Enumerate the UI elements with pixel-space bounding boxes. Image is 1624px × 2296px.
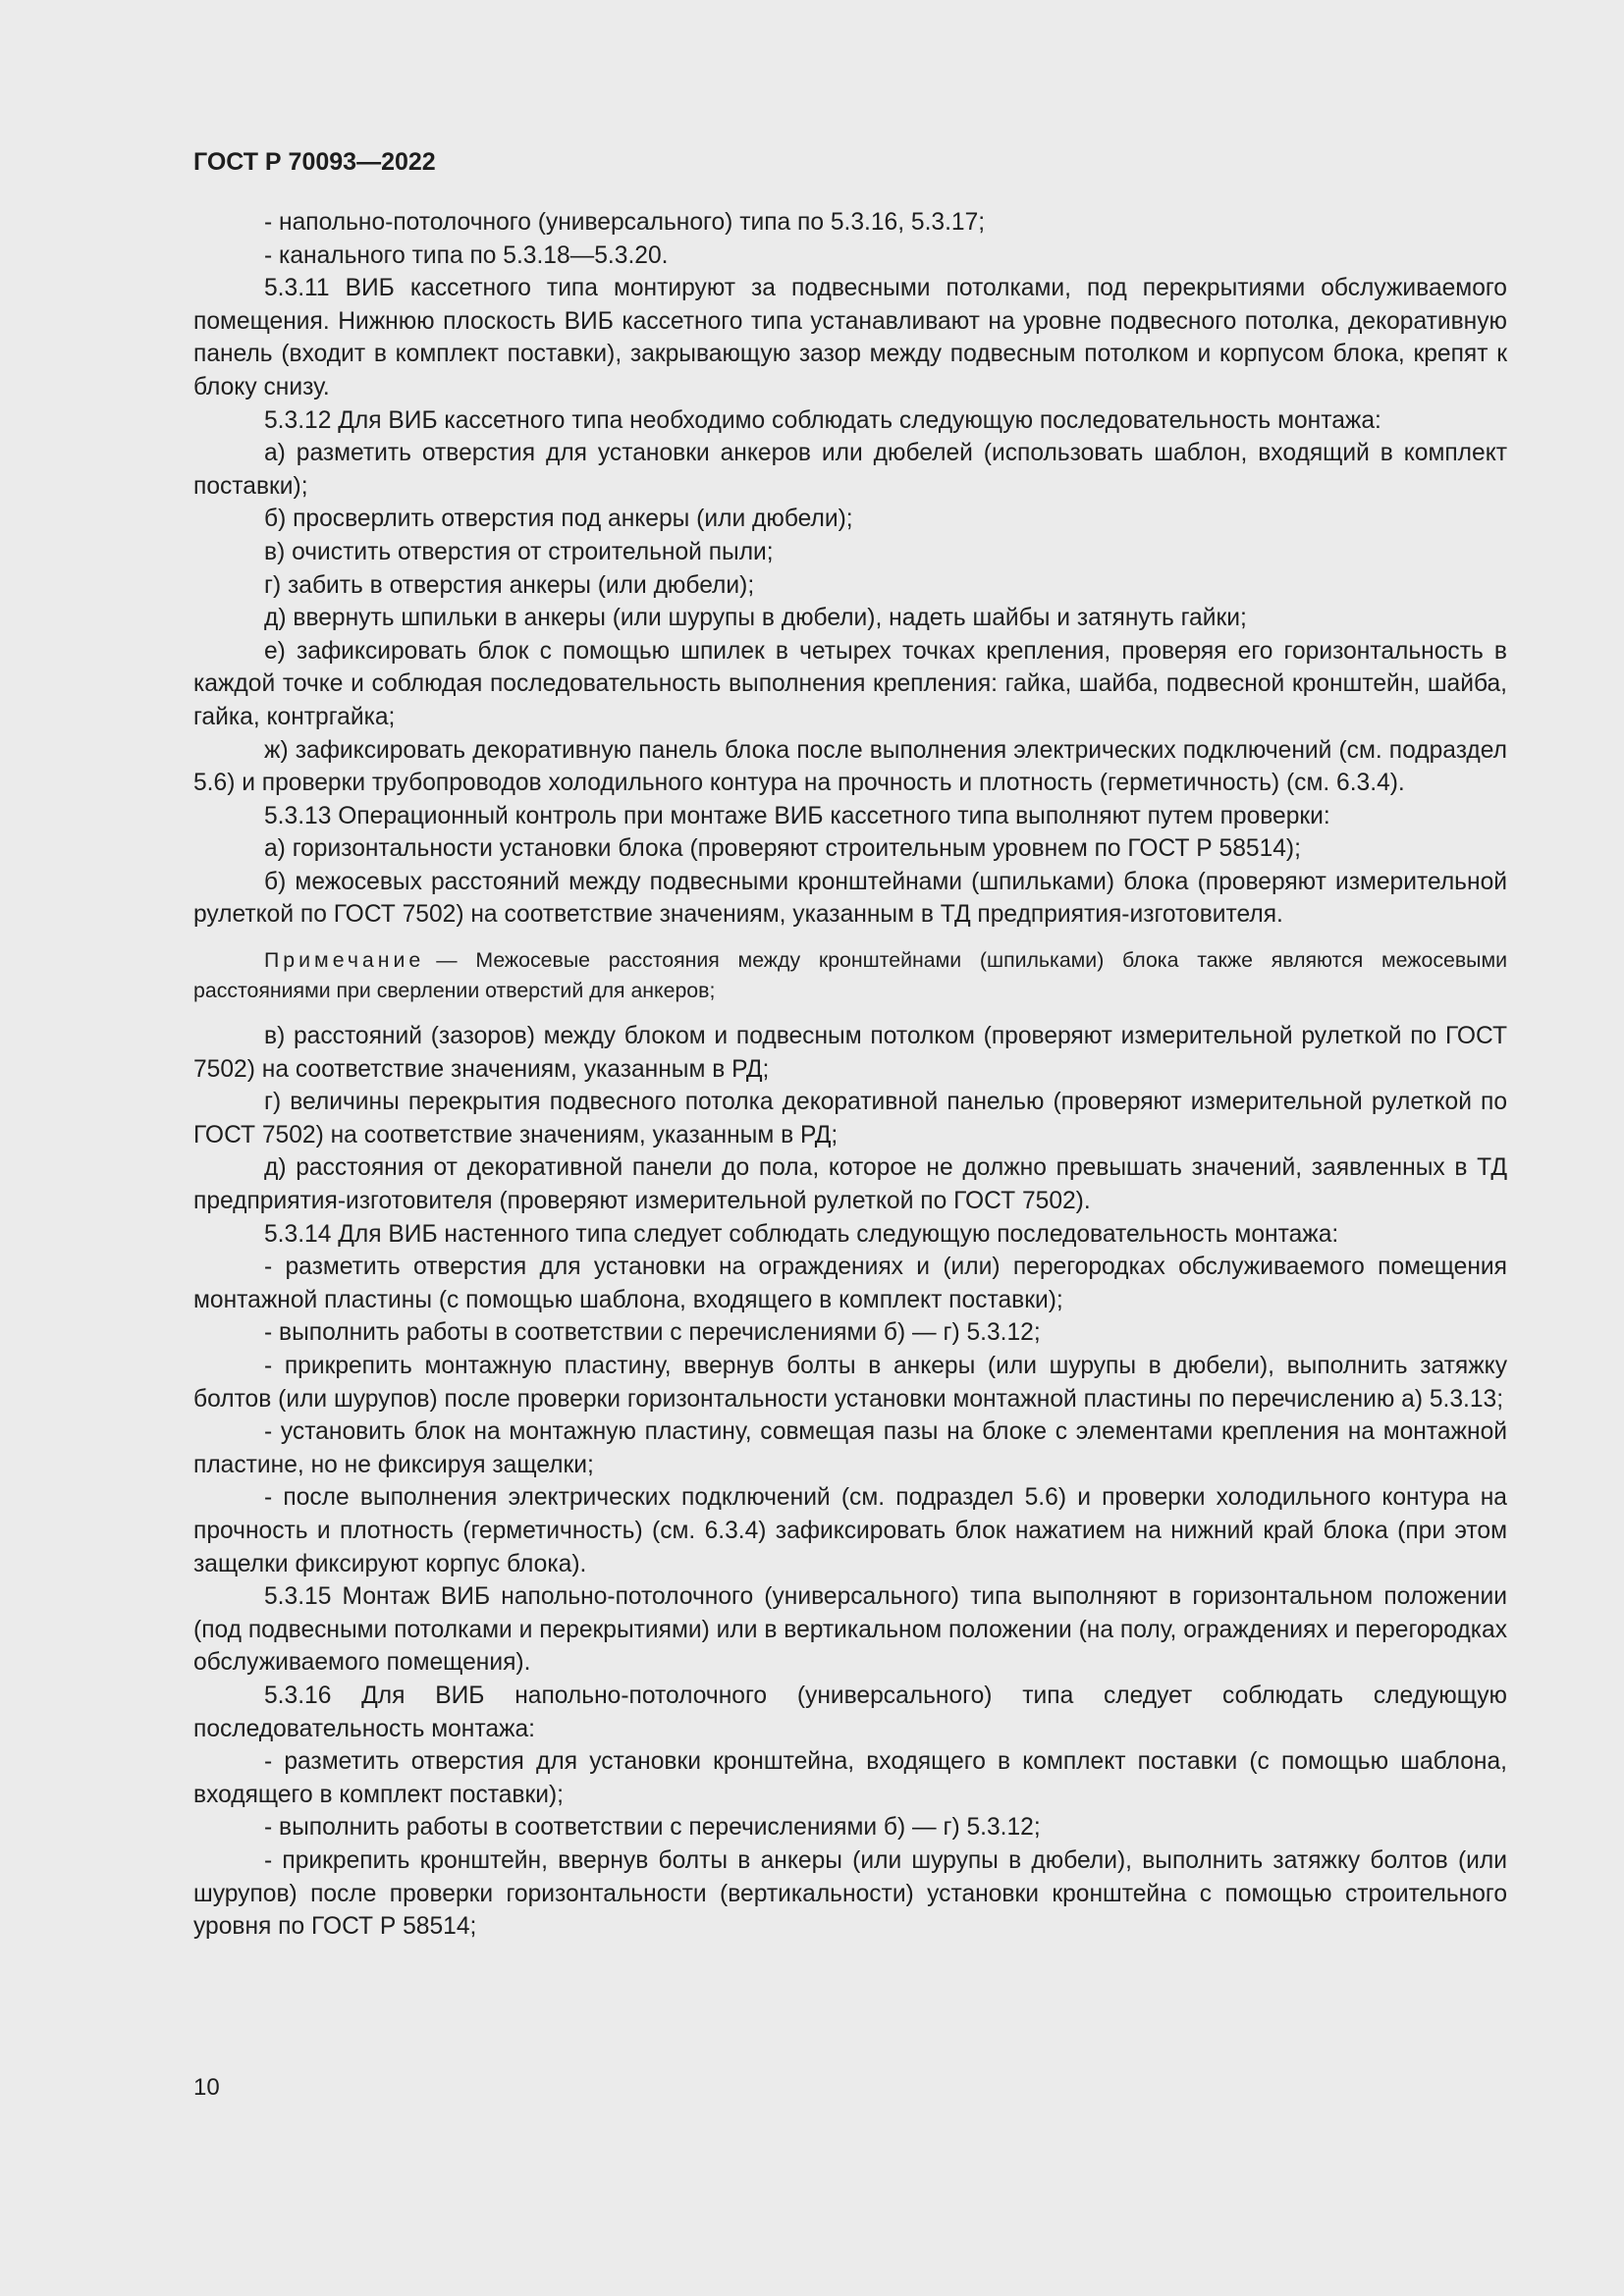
paragraph: - разметить отверстия для установки кронштейна, входящего в комплект поставки (с помощью шаблона, входящего в комплект поставки); bbox=[193, 1748, 1507, 1808]
paragraph: е) зафиксировать блок с помощью шпилек в четырех точках крепления, проверяя его горизонтальность в каждой точке и соблюдая последовательность выполнения крепления: гайка, шайба, подвесной кронштейн, шайба, гайка, контргайка; bbox=[193, 637, 1507, 730]
paragraph: д) расстояния от декоративной панели до пола, которое не должно превышать значений, заявленных в ТД предприятия-изготовителя (проверяют измерительной рулеткой по ГОСТ 7502). bbox=[193, 1154, 1507, 1215]
paragraph: - разметить отверстия для установки на ограждениях и (или) перегородках обслуживаемого помещения монтажной пластины (с помощью шаблона, входящего в комплект поставки); bbox=[193, 1254, 1507, 1313]
document-header: ГОСТ Р 70093—2022 bbox=[193, 148, 436, 176]
paragraph: - напольно-потолочного (универсального) типа по 5.3.16, 5.3.17; bbox=[264, 209, 986, 236]
body-text bbox=[193, 206, 1507, 1944]
paragraph: 5.3.12 Для ВИБ кассетного типа необходимо соблюдать следующую последовательность монтажа: bbox=[264, 406, 1381, 434]
paragraph: - после выполнения электрических подключений (см. подраздел 5.6) и проверки холодильного контура на прочность и плотность (герметичность) (см. 6.3.4) зафиксировать блок нажатием на нижний край блока (при этом защелки фиксируют корпус блока). bbox=[193, 1484, 1507, 1577]
note-text: — Межосевые расстояния между кронштейнами (шпильками) блока также являются межосевыми расстояниями при сверлении отверстий для анкеров; bbox=[193, 948, 1507, 1003]
paragraph: в) расстояний (зазоров) между блоком и подвесным потолком (проверяют измерительной рулеткой по ГОСТ 7502) на соответствие значениям, указанным в РД; bbox=[193, 1023, 1507, 1083]
paragraph: д) ввернуть шпильки в анкеры (или шурупы в дюбели), надеть шайбы и затянуть гайки; bbox=[264, 605, 1247, 632]
paragraph: - прикрепить монтажную пластину, ввернув болты в анкеры (или шурупы в дюбели), выполнить затяжку болтов (или шурупов) после проверки горизонтальности установки монтажной пластины по перечислению а) 5.3.13; bbox=[193, 1353, 1507, 1413]
paragraph: 5.3.14 Для ВИБ настенного типа следует соблюдать следующую последовательность монтажа: bbox=[264, 1220, 1339, 1248]
paragraph: 5.3.13 Операционный контроль при монтаже ВИБ кассетного типа выполняют путем проверки: bbox=[264, 802, 1330, 829]
note bbox=[193, 945, 1507, 1006]
paragraph: ж) зафиксировать декоративную панель блока после выполнения электрических подключений (см. подраздел 5.6) и проверки трубопроводов холодильного контура на прочность и плотность (герметичность) (см. 6.3.4). bbox=[193, 736, 1507, 797]
paragraph: 5.3.16 Для ВИБ напольно-потолочного (универсального) типа следует соблюдать следующую последовательность монтажа: bbox=[193, 1682, 1507, 1742]
page-number: 10 bbox=[193, 2074, 220, 2101]
paragraph: г) забить в отверстия анкеры (или дюбели); bbox=[264, 571, 755, 599]
paragraph: б) просверлить отверстия под анкеры (или дюбели); bbox=[264, 506, 853, 533]
paragraph: - канального типа по 5.3.18—5.3.20. bbox=[264, 241, 669, 269]
paragraph: 5.3.15 Монтаж ВИБ напольно-потолочного (универсального) типа выполняют в горизонтальном положении (под подвесными потолками и перекрытиями) или в вертикальном положении (на полу, ограждениях и перегородках обслуживаемого помещения). bbox=[193, 1583, 1507, 1677]
paragraph: г) величины перекрытия подвесного потолка декоративной панелью (проверяют измерительной рулеткой по ГОСТ 7502) на соответствие значениям, указанным в РД; bbox=[193, 1089, 1507, 1148]
paragraph: - прикрепить кронштейн, ввернув болты в анкеры (или шурупы в дюбели), выполнить затяжку болтов (или шурупов) после проверки горизонтальности (вертикальности) установки кронштейна с помощью строительного уровня по ГОСТ Р 58514; bbox=[193, 1846, 1507, 1941]
paragraph: б) межосевых расстояний между подвесными кронштейнами (шпильками) блока (проверяют измерительной рулеткой по ГОСТ 7502) на соответствие значениям, указанным в ТД предприятия-изготовителя. bbox=[193, 868, 1507, 929]
note-label: Примечание bbox=[264, 948, 425, 973]
paragraph: - выполнить работы в соответствии с перечислениями б) — г) 5.3.12; bbox=[264, 1814, 1041, 1842]
paragraph: 5.3.11 ВИБ кассетного типа монтируют за подвесными потолками, под перекрытиями обслуживаемого помещения. Нижнюю плоскость ВИБ кассетного типа устанавливают на уровне подвесного потолка, декоративную панель (входит в комплект поставки), закрывающую зазор между подвесным потолком и корпусом блока, крепят к блоку снизу. bbox=[193, 275, 1507, 400]
paragraph: - установить блок на монтажную пластину, совмещая пазы на блоке с элементами крепления на монтажной пластине, но не фиксируя защелки; bbox=[193, 1418, 1507, 1478]
paragraph: а) разметить отверстия для установки анкеров или дюбелей (использовать шаблон, входящий в комплект поставки); bbox=[193, 440, 1507, 500]
paragraph: в) очистить отверстия от строительной пыли; bbox=[264, 538, 774, 565]
paragraph: - выполнить работы в соответствии с перечислениями б) — г) 5.3.12; bbox=[264, 1319, 1041, 1347]
paragraph: а) горизонтальности установки блока (проверяют строительным уровнем по ГОСТ Р 58514); bbox=[264, 835, 1301, 863]
